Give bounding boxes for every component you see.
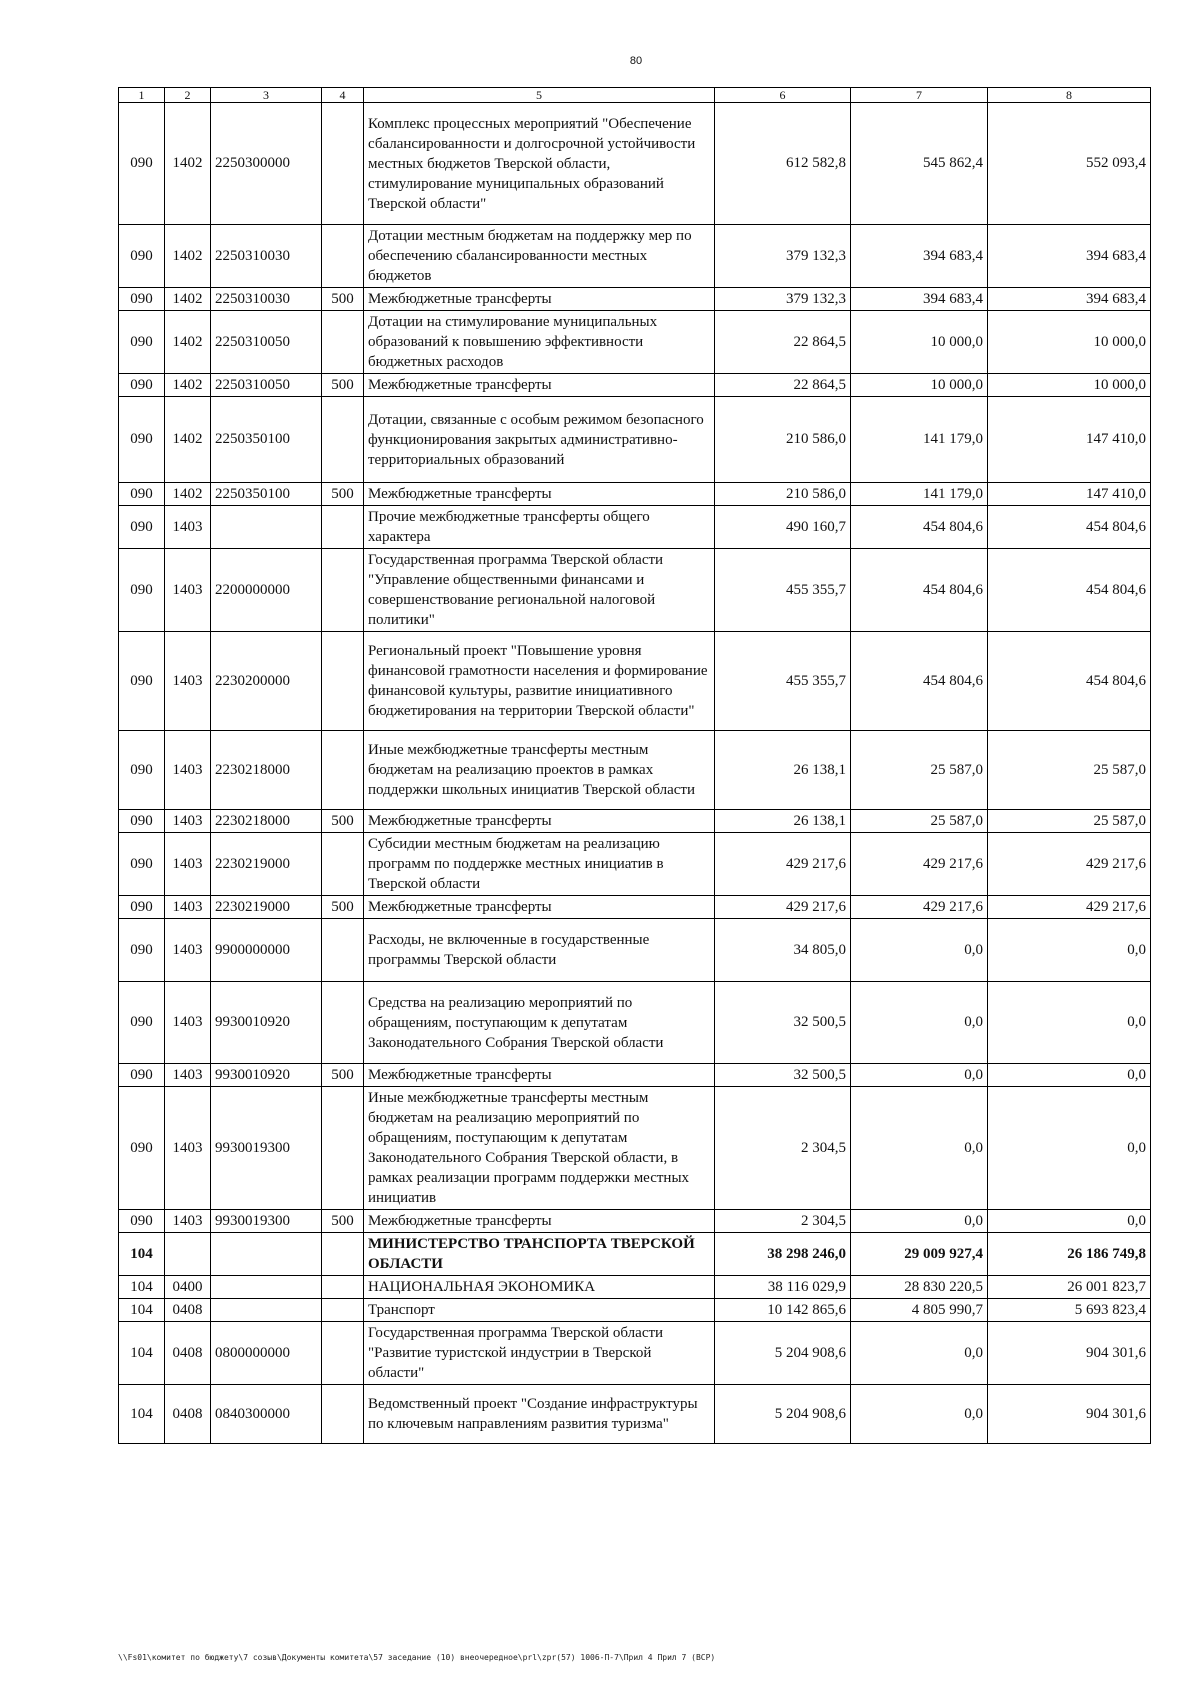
table-row — [119, 549, 1151, 632]
cell-amount-col7: 429 217,6 — [851, 896, 988, 919]
cell-description: Межбюджетные трансферты — [364, 374, 715, 397]
cell-amount-col8: 394 683,4 — [988, 288, 1151, 311]
cell-amount-col6: 38 116 029,9 — [715, 1276, 851, 1299]
cell-section-code: 0408 — [165, 1322, 211, 1385]
cell-expense-type — [322, 1299, 364, 1322]
cell-amount-col6: 210 586,0 — [715, 397, 851, 483]
cell-amount-col7: 454 804,6 — [851, 632, 988, 731]
table-row — [119, 1385, 1151, 1444]
cell-ministry-code: 090 — [119, 896, 165, 919]
column-header: 6 — [715, 88, 851, 103]
cell-amount-col7: 141 179,0 — [851, 483, 988, 506]
cell-ministry-code: 104 — [119, 1322, 165, 1385]
cell-section-code: 1402 — [165, 374, 211, 397]
cell-amount-col6: 2 304,5 — [715, 1087, 851, 1210]
cell-section-code: 1402 — [165, 288, 211, 311]
cell-target-article: 9930019300 — [211, 1087, 322, 1210]
cell-amount-col6: 379 132,3 — [715, 225, 851, 288]
cell-amount-col6: 26 138,1 — [715, 731, 851, 810]
cell-amount-col6: 429 217,6 — [715, 833, 851, 896]
cell-section-code — [165, 1233, 211, 1276]
cell-expense-type: 500 — [322, 896, 364, 919]
cell-amount-col8: 454 804,6 — [988, 632, 1151, 731]
table-row — [119, 1233, 1151, 1276]
cell-section-code: 0400 — [165, 1276, 211, 1299]
cell-amount-col8: 26 186 749,8 — [988, 1233, 1151, 1276]
cell-target-article — [211, 1299, 322, 1322]
cell-expense-type — [322, 1233, 364, 1276]
cell-section-code: 1402 — [165, 311, 211, 374]
cell-description: Межбюджетные трансферты — [364, 810, 715, 833]
cell-amount-col8: 904 301,6 — [988, 1385, 1151, 1444]
cell-description: Ведомственный проект "Создание инфраструктуры по ключевым направлениям развития туризма" — [364, 1385, 715, 1444]
cell-description: МИНИСТЕРСТВО ТРАНСПОРТА ТВЕРСКОЙ ОБЛАСТИ — [364, 1233, 715, 1276]
cell-amount-col8: 904 301,6 — [988, 1322, 1151, 1385]
cell-amount-col6: 2 304,5 — [715, 1210, 851, 1233]
cell-section-code: 1403 — [165, 549, 211, 632]
cell-section-code: 1402 — [165, 225, 211, 288]
cell-target-article: 9930019300 — [211, 1210, 322, 1233]
cell-target-article: 2250310030 — [211, 225, 322, 288]
cell-section-code: 1403 — [165, 833, 211, 896]
cell-amount-col8: 10 000,0 — [988, 311, 1151, 374]
cell-target-article: 2230219000 — [211, 833, 322, 896]
table-row — [119, 397, 1151, 483]
table-row — [119, 833, 1151, 896]
cell-section-code: 1402 — [165, 397, 211, 483]
cell-amount-col7: 4 805 990,7 — [851, 1299, 988, 1322]
cell-amount-col8: 25 587,0 — [988, 731, 1151, 810]
cell-amount-col8: 454 804,6 — [988, 549, 1151, 632]
cell-amount-col7: 454 804,6 — [851, 549, 988, 632]
cell-description: Межбюджетные трансферты — [364, 288, 715, 311]
cell-target-article: 2230218000 — [211, 731, 322, 810]
cell-amount-col6: 32 500,5 — [715, 982, 851, 1064]
cell-amount-col7: 25 587,0 — [851, 731, 988, 810]
cell-amount-col6: 490 160,7 — [715, 506, 851, 549]
cell-ministry-code: 090 — [119, 506, 165, 549]
cell-amount-col6: 210 586,0 — [715, 483, 851, 506]
cell-amount-col6: 5 204 908,6 — [715, 1385, 851, 1444]
table-row — [119, 1299, 1151, 1322]
cell-target-article — [211, 1276, 322, 1299]
cell-amount-col8: 10 000,0 — [988, 374, 1151, 397]
cell-amount-col7: 141 179,0 — [851, 397, 988, 483]
cell-description: Дотации на стимулирование муниципальных образований к повышению эффективности бюджетных расходов — [364, 311, 715, 374]
table-row — [119, 810, 1151, 833]
cell-section-code: 0408 — [165, 1299, 211, 1322]
cell-ministry-code: 104 — [119, 1385, 165, 1444]
cell-amount-col7: 0,0 — [851, 919, 988, 982]
cell-description: Иные межбюджетные трансферты местным бюджетам на реализацию проектов в рамках поддержки школьных инициатив Тверской области — [364, 731, 715, 810]
cell-description: Расходы, не включенные в государственные программы Тверской области — [364, 919, 715, 982]
cell-description: Транспорт — [364, 1299, 715, 1322]
cell-target-article: 9930010920 — [211, 1064, 322, 1087]
cell-description: Иные межбюджетные трансферты местным бюджетам на реализацию мероприятий по обращениям, поступающим к депутатам Законодательного Собрания Тверской области, в рамках реализации программ поддержки местных инициатив — [364, 1087, 715, 1210]
cell-amount-col6: 612 582,8 — [715, 103, 851, 225]
cell-amount-col7: 545 862,4 — [851, 103, 988, 225]
cell-amount-col6: 22 864,5 — [715, 374, 851, 397]
cell-amount-col8: 552 093,4 — [988, 103, 1151, 225]
cell-amount-col6: 32 500,5 — [715, 1064, 851, 1087]
cell-amount-col8: 0,0 — [988, 919, 1151, 982]
cell-amount-col8: 429 217,6 — [988, 833, 1151, 896]
cell-amount-col8: 0,0 — [988, 1087, 1151, 1210]
column-header: 4 — [322, 88, 364, 103]
cell-section-code: 1403 — [165, 506, 211, 549]
cell-description: Субсидии местным бюджетам на реализацию программ по поддержке местных инициатив в Тверской области — [364, 833, 715, 896]
cell-ministry-code: 090 — [119, 397, 165, 483]
cell-section-code: 1403 — [165, 919, 211, 982]
table-row — [119, 1322, 1151, 1385]
cell-description: Дотации местным бюджетам на поддержку мер по обеспечению сбалансированности местных бюджетов — [364, 225, 715, 288]
cell-description: Дотации, связанные с особым режимом безопасного функционирования закрытых административно-территориальных образований — [364, 397, 715, 483]
cell-amount-col6: 429 217,6 — [715, 896, 851, 919]
cell-description: Региональный проект "Повышение уровня финансовой грамотности населения и формирование финансовой культуры, развитие инициативного бюджетирования на территории Тверской области" — [364, 632, 715, 731]
cell-expense-type — [322, 311, 364, 374]
cell-ministry-code: 090 — [119, 731, 165, 810]
cell-amount-col8: 147 410,0 — [988, 483, 1151, 506]
cell-amount-col6: 10 142 865,6 — [715, 1299, 851, 1322]
cell-amount-col6: 26 138,1 — [715, 810, 851, 833]
column-header: 3 — [211, 88, 322, 103]
cell-amount-col7: 0,0 — [851, 1064, 988, 1087]
cell-expense-type — [322, 1385, 364, 1444]
cell-amount-col6: 5 204 908,6 — [715, 1322, 851, 1385]
cell-amount-col7: 10 000,0 — [851, 311, 988, 374]
cell-section-code: 1403 — [165, 632, 211, 731]
footer-file-path: \\Fs01\комитет по бюджету\7 созыв\Документы комитета\57 заседание (10) внеочередное\prl\zpr(57) 1006-П-7\Прил 4 Прил 7 (ВСР) — [118, 1653, 716, 1662]
cell-ministry-code: 090 — [119, 810, 165, 833]
header-row — [119, 88, 1151, 103]
cell-ministry-code: 090 — [119, 288, 165, 311]
table-row — [119, 896, 1151, 919]
table-row — [119, 982, 1151, 1064]
cell-expense-type: 500 — [322, 374, 364, 397]
cell-amount-col7: 0,0 — [851, 1385, 988, 1444]
cell-expense-type — [322, 1322, 364, 1385]
column-header: 8 — [988, 88, 1151, 103]
cell-description: Государственная программа Тверской области "Развитие туристской индустрии в Тверской области" — [364, 1322, 715, 1385]
cell-ministry-code: 090 — [119, 982, 165, 1064]
table-row — [119, 919, 1151, 982]
cell-section-code: 1403 — [165, 982, 211, 1064]
cell-target-article — [211, 1233, 322, 1276]
cell-target-article: 2230218000 — [211, 810, 322, 833]
cell-target-article: 2250300000 — [211, 103, 322, 225]
cell-section-code: 1402 — [165, 483, 211, 506]
cell-target-article: 2200000000 — [211, 549, 322, 632]
cell-target-article: 2250350100 — [211, 483, 322, 506]
cell-description: Прочие межбюджетные трансферты общего характера — [364, 506, 715, 549]
cell-expense-type — [322, 731, 364, 810]
table-row — [119, 506, 1151, 549]
cell-expense-type: 500 — [322, 288, 364, 311]
cell-expense-type — [322, 1276, 364, 1299]
cell-amount-col7: 454 804,6 — [851, 506, 988, 549]
table-row — [119, 1210, 1151, 1233]
cell-expense-type — [322, 632, 364, 731]
cell-amount-col7: 0,0 — [851, 1210, 988, 1233]
cell-amount-col7: 29 009 927,4 — [851, 1233, 988, 1276]
cell-target-article: 0800000000 — [211, 1322, 322, 1385]
cell-amount-col6: 379 132,3 — [715, 288, 851, 311]
budget-table — [118, 87, 1151, 1444]
cell-expense-type: 500 — [322, 1064, 364, 1087]
cell-target-article: 2250310030 — [211, 288, 322, 311]
cell-description: Межбюджетные трансферты — [364, 1210, 715, 1233]
cell-amount-col7: 0,0 — [851, 1322, 988, 1385]
cell-ministry-code: 104 — [119, 1276, 165, 1299]
cell-description: Межбюджетные трансферты — [364, 896, 715, 919]
cell-amount-col8: 429 217,6 — [988, 896, 1151, 919]
cell-target-article: 2250310050 — [211, 311, 322, 374]
cell-expense-type — [322, 1087, 364, 1210]
cell-section-code: 0408 — [165, 1385, 211, 1444]
table-row — [119, 374, 1151, 397]
cell-ministry-code: 090 — [119, 632, 165, 731]
table-row — [119, 483, 1151, 506]
table-row — [119, 225, 1151, 288]
cell-ministry-code: 090 — [119, 919, 165, 982]
cell-expense-type — [322, 982, 364, 1064]
cell-target-article: 2230219000 — [211, 896, 322, 919]
cell-amount-col8: 0,0 — [988, 982, 1151, 1064]
cell-expense-type — [322, 397, 364, 483]
cell-description: Комплекс процессных мероприятий "Обеспечение сбалансированности и долгосрочной устойчивости местных бюджетов Тверской области, стимулирование муниципальных образований Тверской области" — [364, 103, 715, 225]
cell-amount-col8: 394 683,4 — [988, 225, 1151, 288]
table-row — [119, 632, 1151, 731]
cell-expense-type — [322, 833, 364, 896]
cell-description: Государственная программа Тверской области "Управление общественными финансами и совершенствование региональной налоговой политики" — [364, 549, 715, 632]
cell-ministry-code: 090 — [119, 549, 165, 632]
cell-section-code: 1403 — [165, 810, 211, 833]
cell-amount-col8: 147 410,0 — [988, 397, 1151, 483]
cell-expense-type — [322, 103, 364, 225]
cell-amount-col8: 26 001 823,7 — [988, 1276, 1151, 1299]
cell-ministry-code: 090 — [119, 1087, 165, 1210]
cell-section-code: 1402 — [165, 103, 211, 225]
cell-target-article: 9900000000 — [211, 919, 322, 982]
table-row — [119, 1064, 1151, 1087]
cell-target-article: 2250310050 — [211, 374, 322, 397]
cell-amount-col8: 5 693 823,4 — [988, 1299, 1151, 1322]
cell-expense-type: 500 — [322, 1210, 364, 1233]
cell-amount-col7: 429 217,6 — [851, 833, 988, 896]
cell-expense-type — [322, 549, 364, 632]
cell-expense-type — [322, 225, 364, 288]
cell-amount-col8: 454 804,6 — [988, 506, 1151, 549]
cell-amount-col7: 28 830 220,5 — [851, 1276, 988, 1299]
cell-description: НАЦИОНАЛЬНАЯ ЭКОНОМИКА — [364, 1276, 715, 1299]
cell-amount-col7: 0,0 — [851, 1087, 988, 1210]
table-row — [119, 288, 1151, 311]
column-header: 5 — [364, 88, 715, 103]
cell-amount-col7: 10 000,0 — [851, 374, 988, 397]
cell-target-article: 2250350100 — [211, 397, 322, 483]
cell-amount-col7: 394 683,4 — [851, 288, 988, 311]
cell-amount-col6: 38 298 246,0 — [715, 1233, 851, 1276]
cell-amount-col7: 394 683,4 — [851, 225, 988, 288]
table-row — [119, 1276, 1151, 1299]
cell-description: Межбюджетные трансферты — [364, 483, 715, 506]
cell-ministry-code: 090 — [119, 1210, 165, 1233]
cell-section-code: 1403 — [165, 1210, 211, 1233]
cell-target-article: 2230200000 — [211, 632, 322, 731]
cell-amount-col6: 22 864,5 — [715, 311, 851, 374]
table-row — [119, 1087, 1151, 1210]
column-header: 7 — [851, 88, 988, 103]
cell-description: Средства на реализацию мероприятий по обращениям, поступающим к депутатам Законодательного Собрания Тверской области — [364, 982, 715, 1064]
cell-ministry-code: 090 — [119, 1064, 165, 1087]
cell-expense-type: 500 — [322, 810, 364, 833]
cell-target-article — [211, 506, 322, 549]
cell-amount-col6: 455 355,7 — [715, 632, 851, 731]
cell-amount-col7: 25 587,0 — [851, 810, 988, 833]
cell-amount-col6: 455 355,7 — [715, 549, 851, 632]
cell-amount-col8: 0,0 — [988, 1064, 1151, 1087]
column-header: 1 — [119, 88, 165, 103]
table-row — [119, 311, 1151, 374]
cell-expense-type — [322, 919, 364, 982]
cell-ministry-code: 090 — [119, 483, 165, 506]
cell-target-article: 0840300000 — [211, 1385, 322, 1444]
column-header: 2 — [165, 88, 211, 103]
cell-description: Межбюджетные трансферты — [364, 1064, 715, 1087]
cell-target-article: 9930010920 — [211, 982, 322, 1064]
cell-expense-type: 500 — [322, 483, 364, 506]
cell-ministry-code: 104 — [119, 1299, 165, 1322]
cell-amount-col6: 34 805,0 — [715, 919, 851, 982]
cell-ministry-code: 090 — [119, 311, 165, 374]
page-number: 80 — [629, 55, 643, 67]
cell-section-code: 1403 — [165, 1087, 211, 1210]
cell-ministry-code: 090 — [119, 103, 165, 225]
cell-ministry-code: 090 — [119, 225, 165, 288]
cell-amount-col8: 25 587,0 — [988, 810, 1151, 833]
cell-amount-col8: 0,0 — [988, 1210, 1151, 1233]
cell-section-code: 1403 — [165, 896, 211, 919]
table-row — [119, 103, 1151, 225]
cell-section-code: 1403 — [165, 1064, 211, 1087]
cell-expense-type — [322, 506, 364, 549]
table-row — [119, 731, 1151, 810]
cell-section-code: 1403 — [165, 731, 211, 810]
table-body — [119, 103, 1151, 1444]
cell-ministry-code: 090 — [119, 833, 165, 896]
cell-amount-col7: 0,0 — [851, 982, 988, 1064]
cell-ministry-code: 090 — [119, 374, 165, 397]
cell-ministry-code: 104 — [119, 1233, 165, 1276]
